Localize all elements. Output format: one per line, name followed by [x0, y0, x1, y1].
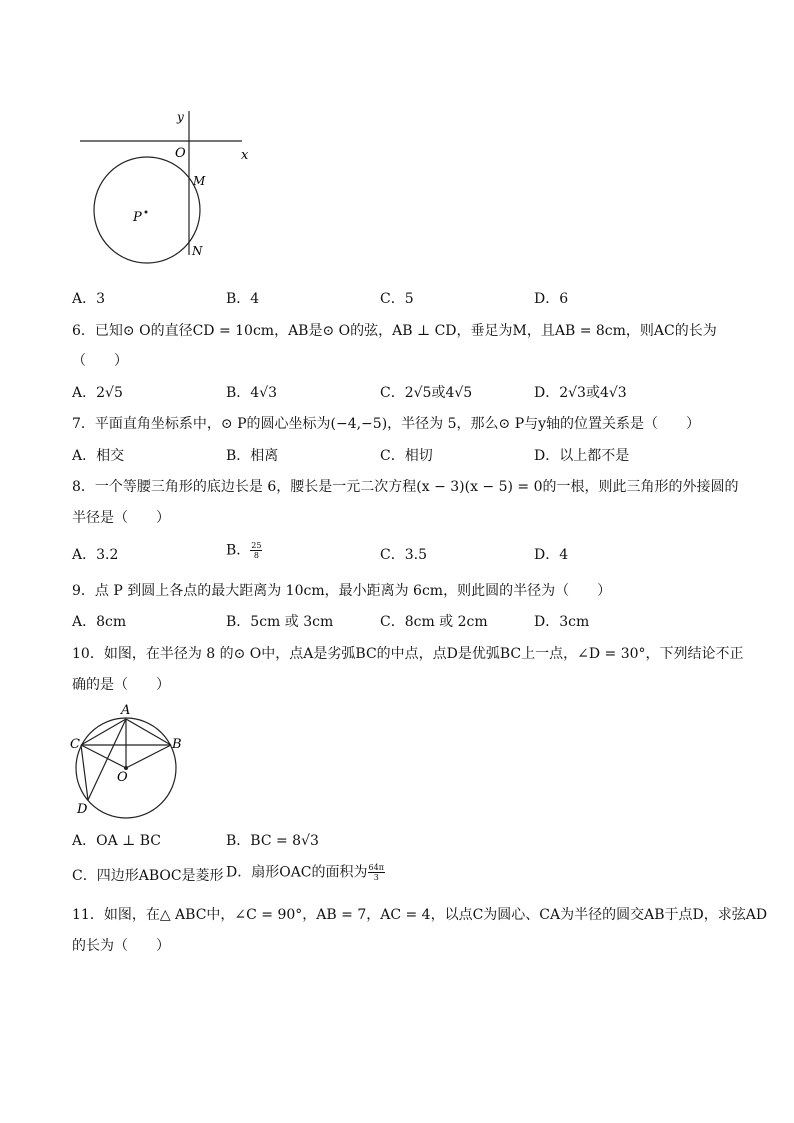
q8-stem-line2: 半径是（ ）	[72, 510, 170, 526]
circle-p	[94, 157, 200, 263]
circle-o-figure	[66, 700, 186, 820]
q10-d-numerator: 64π	[368, 863, 384, 872]
q10-option-c: C．四边形ABOC是菱形	[72, 868, 224, 884]
q6-option-d: D．2√3或4√3	[534, 385, 627, 401]
q9-option-d: D．3cm	[534, 614, 590, 630]
q7-stem: 7．平面直角坐标系中，⊙ P的圆心坐标为(−4,−5)，半径为 5，那么⊙ P与y轴的位置关系是（ ）	[72, 416, 701, 432]
q9-option-a: A．8cm	[72, 614, 127, 630]
q7-option-d: D．以上都不是	[534, 448, 630, 464]
q10-option-d	[226, 863, 385, 882]
label-a: A	[121, 703, 131, 718]
q5-option-a: A．3	[72, 291, 106, 307]
label-o: O	[175, 146, 186, 161]
q10-option-d-fraction	[368, 863, 385, 882]
label-y: y	[177, 110, 184, 124]
segment-co	[81, 745, 126, 768]
q5-option-c: C．5	[380, 291, 414, 307]
q11-stem-line1: 11．如图，在△ ABC中，∠C = 90°，AB = 7，AC = 4，以点C为圆心、CA为半径的圆交AB于点D，求弦AD	[72, 907, 768, 923]
q9-stem: 9．点 P 到圆上各点的最大距离为 10cm，最小距离为 6cm，则此圆的半径为（ ）	[72, 583, 612, 599]
q10-option-b: B．BC = 8√3	[226, 833, 319, 849]
q8-option-c: C．3.5	[380, 547, 427, 563]
q6-option-c: C．2√5或4√5	[380, 385, 473, 401]
q11-stem-line2: 的长为（ ）	[72, 938, 170, 954]
q5-option-b: B．4	[226, 291, 260, 307]
q10-stem-line2: 确的是（ ）	[72, 677, 170, 693]
q8-option-d: D．4	[534, 547, 569, 563]
q9-option-b: B．5cm 或 3cm	[226, 614, 334, 630]
label-b: B	[172, 737, 182, 752]
coordinate-circle-figure	[70, 105, 260, 275]
q6-option-a: A．2√5	[72, 385, 123, 401]
q9-option-c: C．8cm 或 2cm	[380, 614, 488, 630]
q8-option-b-prefix: B．	[226, 542, 251, 559]
label-x: x	[241, 148, 249, 163]
label-m: M	[193, 174, 206, 188]
q8-option-b	[226, 541, 262, 560]
q8-option-b-fraction	[250, 541, 262, 560]
q10-option-a: A．OA ⊥ BC	[72, 833, 162, 849]
label-n: N	[192, 244, 203, 258]
q8-b-numerator: 25	[251, 541, 262, 550]
q7-option-a: A．相交	[72, 448, 125, 464]
q8-stem-line1: 8．一个等腰三角形的底边长是 6，腰长是一元二次方程(x − 3)(x − 5) = 0的一根，则此三角形的外接圆的	[72, 479, 739, 495]
label-c: C	[70, 737, 80, 752]
q8-b-denominator: 8	[253, 551, 259, 560]
q5-option-d: D．6	[534, 291, 569, 307]
label-p: P	[133, 210, 142, 225]
q6-stem-line1: 6．已知⊙ O的直径CD = 10cm，AB是⊙ O的弦，AB ⊥ CD，垂足为M，且AB = 8cm，则AC的长为	[72, 323, 717, 339]
q7-option-c: C．相切	[380, 448, 433, 464]
q7-option-b: B．相离	[226, 448, 279, 464]
segment-bo	[126, 745, 171, 768]
q10-option-d-prefix: D．扇形OAC的面积为	[226, 864, 368, 881]
q10-d-denominator: 3	[373, 873, 379, 882]
label-o2: O	[117, 770, 128, 785]
q8-option-a: A．3.2	[72, 547, 119, 563]
center-point-p	[145, 211, 148, 214]
q6-stem-line2: （ ）	[72, 353, 128, 369]
q10-stem-line1: 10．如图，在半径为 8 的⊙ O中，点A是劣弧BC的中点，点D是优弧BC上一点，∠D = 30°，下列结论不正	[72, 646, 744, 662]
chord-da	[88, 719, 126, 800]
label-d: D	[77, 802, 88, 817]
q6-option-b: B．4√3	[226, 385, 278, 401]
